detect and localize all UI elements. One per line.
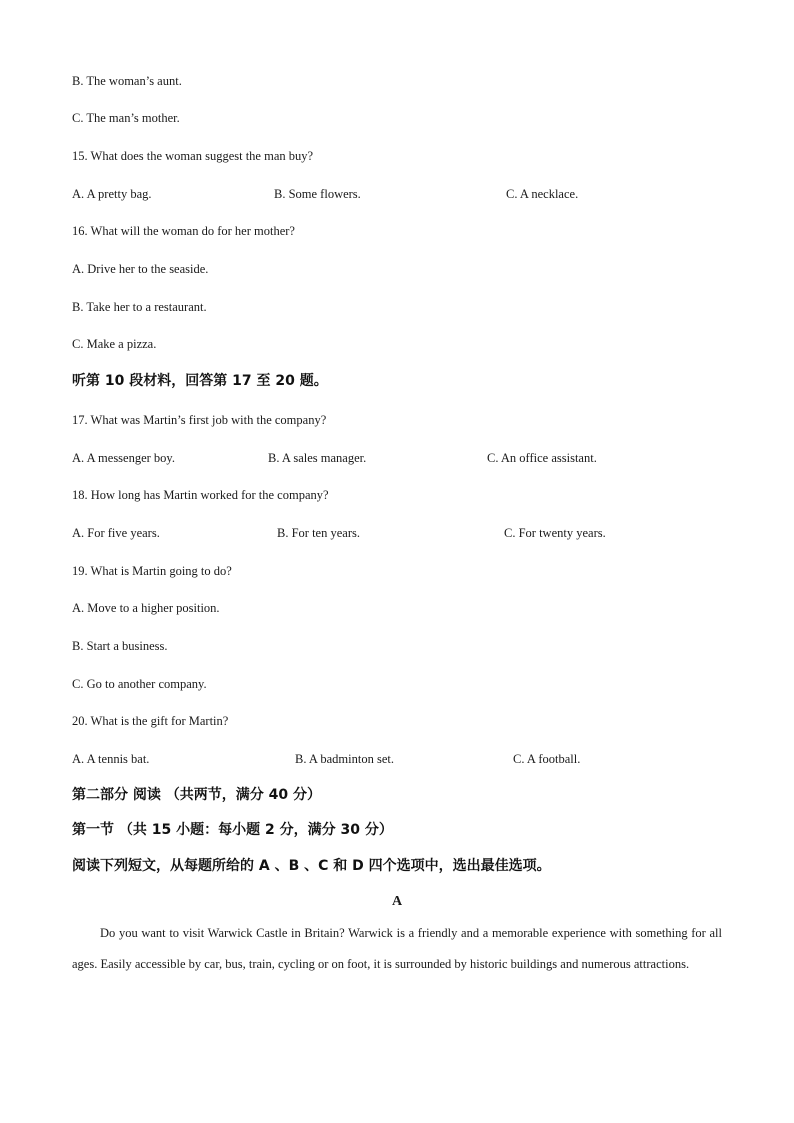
part2-instruction: 阅读下列短文，从每题所给的 A 、B 、C 和 D 四个选项中，选出最佳选项。 xyxy=(72,858,551,874)
part2-title: 第二部分 阅读 （共两节，满分 40 分） xyxy=(72,787,321,803)
q17-option-a: A. A messenger boy. xyxy=(72,451,175,465)
part2-section1: 第一节 （共 15 小题：每小题 2 分，满分 30 分） xyxy=(72,822,393,838)
q20-question: 20. What is the gift for Martin? xyxy=(72,714,229,728)
q19-question: 19. What is Martin going to do? xyxy=(72,564,232,578)
q17-question: 17. What was Martin’s first job with the company? xyxy=(72,413,327,427)
q16-question: 16. What will the woman do for her mother? xyxy=(72,224,295,238)
q20-option-a: A. A tennis bat. xyxy=(72,752,150,766)
q15-option-a: A. A pretty bag. xyxy=(72,187,152,201)
q18-question: 18. How long has Martin worked for the company? xyxy=(72,488,329,502)
q15-option-b: B. Some flowers. xyxy=(274,187,361,201)
q16-option-b: B. Take her to a restaurant. xyxy=(72,300,207,314)
q14-option-c: C. The man’s mother. xyxy=(72,111,180,125)
q20-option-c: C. A football. xyxy=(513,752,581,766)
passage-a-label: A xyxy=(391,894,403,909)
passage-a-paragraph: Do you want to visit Warwick Castle in Britain? Warwick is a friendly and a memorable experience with something for all ages. Easily accessible by car, bus, train, cycling or on foot, it is surrounded by historic buildings and numerous attractions. xyxy=(72,926,722,971)
q18-option-a: A. For five years. xyxy=(72,526,160,540)
q20-option-b: B. A badminton set. xyxy=(295,752,394,766)
q17-option-b: B. A sales manager. xyxy=(268,451,367,465)
q16-option-a: A. Drive her to the seaside. xyxy=(72,262,209,276)
q18-option-c: C. For twenty years. xyxy=(504,526,606,540)
q17-option-c: C. An office assistant. xyxy=(487,451,597,465)
q15-option-c: C. A necklace. xyxy=(506,187,579,201)
section10-instruction: 听第 10 段材料，回答第 17 至 20 题。 xyxy=(72,373,328,389)
q19-option-a: A. Move to a higher position. xyxy=(72,601,220,615)
q19-option-c: C. Go to another company. xyxy=(72,677,207,691)
q16-option-c: C. Make a pizza. xyxy=(72,337,157,351)
q18-option-b: B. For ten years. xyxy=(277,526,360,540)
q19-option-b: B. Start a business. xyxy=(72,639,168,653)
q14-option-b: B. The woman’s aunt. xyxy=(72,74,182,88)
q15-question: 15. What does the woman suggest the man buy? xyxy=(72,149,314,163)
